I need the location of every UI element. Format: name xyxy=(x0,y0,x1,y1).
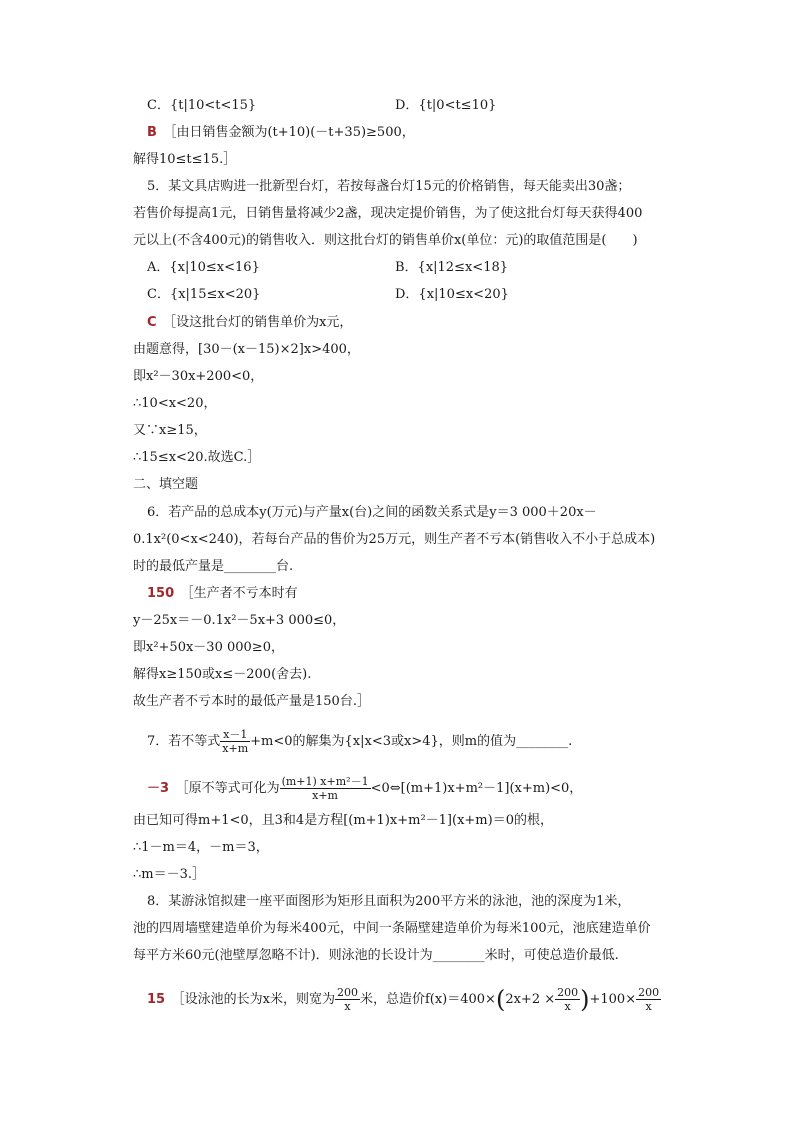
solution-line: ∴10<x<20， xyxy=(133,396,217,411)
answer-letter: C xyxy=(147,315,157,330)
question-8-line2: 池的四周墙壁建造单价为每米400元，中间一条隔壁建造单价为每米100元，池底建造单价 xyxy=(133,921,651,936)
option-d-q4: D．{t|0<t≤10} xyxy=(395,98,497,113)
question-5: 5．某文具店购进一批新型台灯，若按每盏台灯15元的价格销售，每天能卖出30盏； xyxy=(147,179,631,194)
left-paren: ( xyxy=(495,985,506,1014)
solution-line: ∴1－m＝4，－m＝3， xyxy=(133,840,269,855)
option-b-q5: B．{x|12≤x<18} xyxy=(395,260,509,275)
fraction: $\frac{x-1}{x+m}$ xyxy=(222,728,249,755)
fraction: $\frac{200}{x}$ xyxy=(336,986,358,1013)
solution-line: 故生产者不亏本时的最低产量是150台.］ xyxy=(133,694,370,709)
question-5-line2: 若售价每提高1元，日销售量将减少2盏，现决定提价销售，为了使这批台灯每天获得400 xyxy=(133,206,643,221)
question-6: 6．若产品的总成本y(万元)与产量x(台)之间的函数关系式是y＝3 000＋20x－ xyxy=(147,505,597,520)
fraction: $\frac{\text{(m+1) x+m²－1}}{x+m}$ xyxy=(281,775,369,802)
answer-q5: C ［设这批台灯的销售单价为x元， xyxy=(147,315,353,330)
option-a-q5: A．{x|10≤x<16} xyxy=(147,260,260,275)
answer-value: 150 xyxy=(147,586,175,601)
solution-line: 又∵x≥15， xyxy=(133,423,207,438)
question-8: 8．某游泳馆拟建一座平面图形为矩形且面积为200平方米的泳池，池的深度为1米， xyxy=(147,894,631,909)
question-8-line3: 每平方米60元(池壁厚忽略不计)．则泳池的长设计为________米时，可使总造价最低. xyxy=(133,948,619,963)
solution-line: 解得x≥150或x≤－200(舍去). xyxy=(133,667,312,682)
solution-line: 即x²+50x－30 000≥0， xyxy=(133,640,284,655)
solution-line: 即x²－30x+200<0， xyxy=(133,369,264,384)
fraction: $\frac{200}{x}$ xyxy=(557,986,579,1013)
answer-q8: 15 ［设泳池的长为x米，则宽为 $\frac{200}{x}$ 米，总造价f(x)＝400×(2x+2 × $\frac{200}{x}$ )+100× $\frac{200}{x}$ xyxy=(147,985,660,1014)
solution-line: 解得10≤t≤15.］ xyxy=(133,152,237,167)
answer-value: －3 xyxy=(147,781,170,796)
right-paren: ) xyxy=(580,985,590,1014)
section-heading: 二、填空题 xyxy=(133,477,199,492)
solution-line: y－25x＝－0.1x²－5x+3 000≤0， xyxy=(133,613,346,628)
fraction: $\frac{200}{x}$ xyxy=(638,986,660,1013)
answer-letter: B xyxy=(147,125,157,140)
answer-value: 15 xyxy=(147,992,166,1007)
question-6-line2: 0.1x²(0<x<240)，若每台产品的售价为25万元，则生产者不亏本(销售收入不小于总成本) xyxy=(133,532,656,547)
question-7: 7．若不等式 $\frac{x-1}{x+m}$ +m<0的解集为{x|x<3或x>4}，则m的值为________. xyxy=(147,728,573,755)
answer-q6: 150 ［生产者不亏本时有 xyxy=(147,586,298,601)
question-5-line3: 元以上(不含400元)的销售收入．则这批台灯的销售单价x(单位：元)的取值范围是( ) xyxy=(133,233,638,248)
solution-line: ∴m＝－3.］ xyxy=(133,867,206,882)
answer-q4: B ［由日销售金额为(t+10)(－t+35)≥500， xyxy=(147,125,415,140)
answer-q7: －3 ［原不等式可化为 $\frac{\text{(m+1) x+m²－1}}{x+m}$ <0⇔[(m+1)x+m²－1](x+m)<0， xyxy=(147,775,583,802)
option-c-q5: C．{x|15≤x<20} xyxy=(147,287,261,302)
solution-line: 由已知可得m+1<0，且3和4是方程[(m+1)x+m²－1](x+m)＝0的根， xyxy=(133,813,553,828)
solution-line: 由题意得，[30－(x－15)×2]x>400， xyxy=(133,342,360,357)
solution-line: ∴15≤x<20.故选C.］ xyxy=(133,450,261,465)
question-6-line3: 时的最低产量是________台. xyxy=(133,559,294,574)
option-d-q5: D．{x|10≤x<20} xyxy=(395,287,509,302)
option-c-q4: C．{t|10<t<15} xyxy=(147,98,257,113)
